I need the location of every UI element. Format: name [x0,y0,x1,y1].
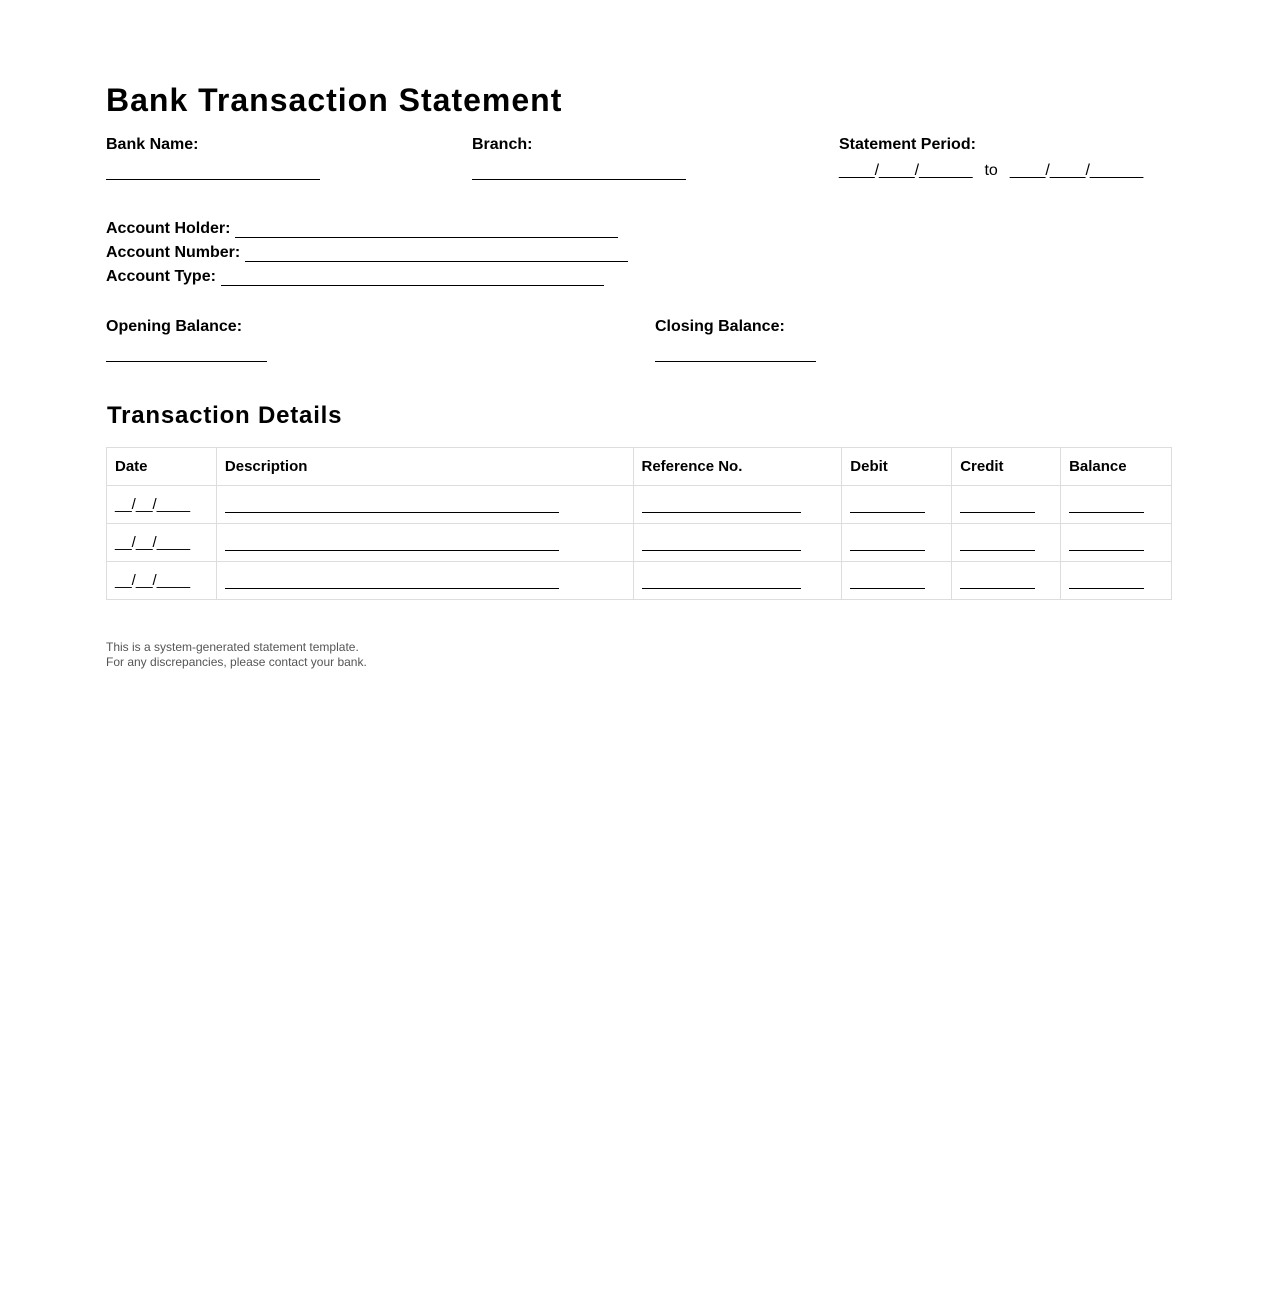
account-type-row [106,268,604,286]
date-cell[interactable] [107,562,217,600]
credit-field[interactable] [960,536,1035,551]
statement-period-field[interactable] [839,162,1143,180]
credit-cell[interactable] [952,486,1061,524]
bank-name-field[interactable] [106,178,320,180]
column-header-credit: Credit [952,448,1061,486]
column-header-date: Date [107,448,217,486]
column-header-reference: Reference No. [633,448,842,486]
credit-field[interactable] [960,498,1035,513]
table-header-row [107,448,1172,486]
table-row [107,562,1172,600]
transactions-body [107,486,1172,600]
balance-field[interactable] [1069,498,1144,513]
reference-field[interactable] [642,574,801,589]
account-number-label: Account Number: [106,244,241,261]
description-cell[interactable] [216,524,633,562]
closing-balance-label: Closing Balance: [655,318,785,335]
reference-cell[interactable] [633,524,842,562]
statement-period-label: Statement Period: [839,136,976,153]
description-field[interactable] [225,498,559,513]
date-placeholder[interactable]: __/__/____ [115,572,191,589]
account-holder-label: Account Holder: [106,220,231,237]
page-title: Bank Transaction Statement [106,82,563,118]
account-type-label: Account Type: [106,268,216,285]
balance-field[interactable] [1069,574,1144,589]
credit-cell[interactable] [952,562,1061,600]
branch-field[interactable] [472,178,686,180]
period-to[interactable]: ____/____/______ [1009,162,1144,179]
debit-field[interactable] [850,536,925,551]
date-cell[interactable] [107,524,217,562]
debit-field[interactable] [850,574,925,589]
account-holder-row [106,220,618,238]
balance-cell[interactable] [1061,524,1172,562]
reference-field[interactable] [642,498,801,513]
balance-cell[interactable] [1061,562,1172,600]
debit-cell[interactable] [842,562,952,600]
balance-field[interactable] [1069,536,1144,551]
period-to-word: to [984,162,998,179]
date-cell[interactable] [107,486,217,524]
account-number-row [106,244,628,262]
transaction-details-heading: Transaction Details [107,402,343,429]
description-cell[interactable] [216,562,633,600]
debit-cell[interactable] [842,486,952,524]
branch-label: Branch: [472,136,533,153]
closing-balance-field[interactable] [655,360,816,362]
description-cell[interactable] [216,486,633,524]
footer-line-1: This is a system-generated statement template. [106,640,359,654]
credit-field[interactable] [960,574,1035,589]
description-field[interactable] [225,536,559,551]
opening-balance-label: Opening Balance: [106,318,243,335]
footer-line-2: For any discrepancies, please contact your bank. [106,655,367,669]
reference-field[interactable] [642,536,801,551]
account-type-field[interactable] [221,271,604,286]
column-header-description: Description [216,448,633,486]
column-header-balance: Balance [1061,448,1172,486]
reference-cell[interactable] [633,486,842,524]
debit-cell[interactable] [842,524,952,562]
account-number-field[interactable] [245,247,628,262]
footer-note [106,640,367,670]
column-header-debit: Debit [842,448,952,486]
debit-field[interactable] [850,498,925,513]
credit-cell[interactable] [952,524,1061,562]
description-field[interactable] [225,574,559,589]
bank-name-label: Bank Name: [106,136,199,153]
transactions-table [106,447,1172,600]
reference-cell[interactable] [633,562,842,600]
table-row [107,524,1172,562]
period-from[interactable]: ____/____/______ [839,162,973,179]
opening-balance-field[interactable] [106,360,267,362]
table-row [107,486,1172,524]
balance-cell[interactable] [1061,486,1172,524]
account-holder-field[interactable] [235,223,618,238]
date-placeholder[interactable]: __/__/____ [115,496,191,513]
date-placeholder[interactable]: __/__/____ [115,534,191,551]
